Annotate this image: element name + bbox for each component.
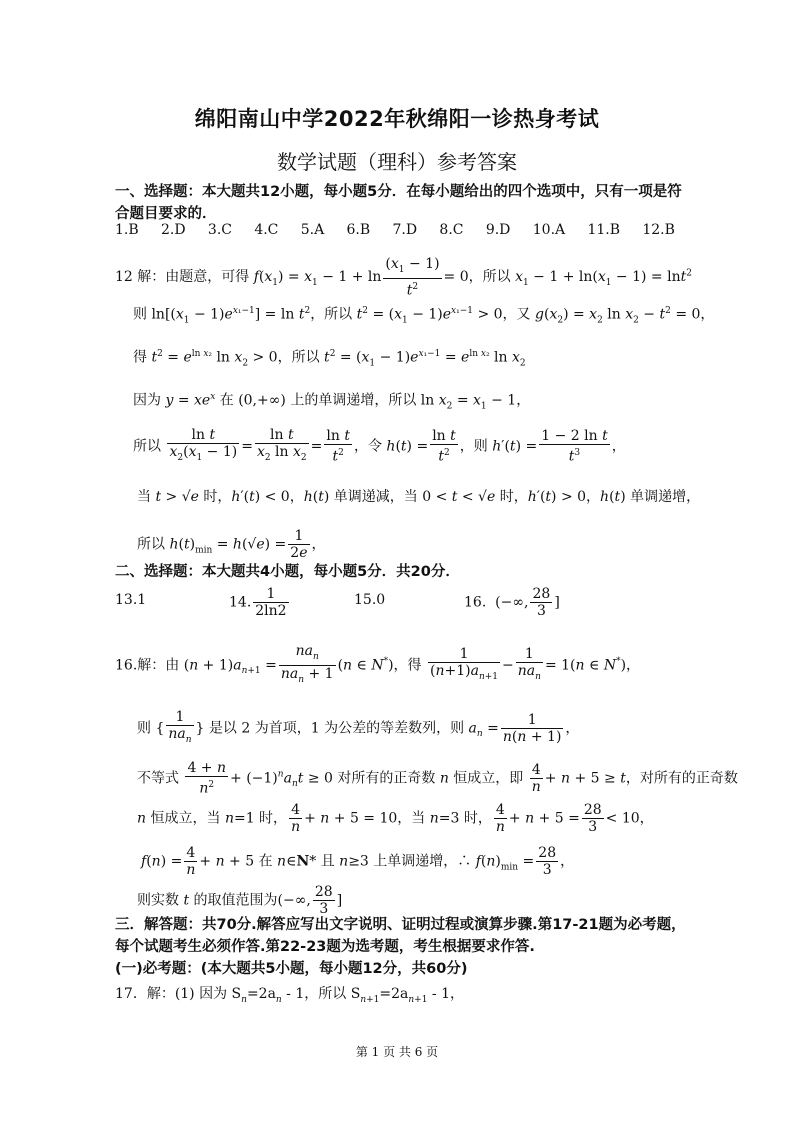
page-subtitle: 数学试题（理科）参考答案: [277, 150, 517, 174]
section1-heading: 一、选择题：本大题共12小题，每小题5分．在每小题给出的四个选项中，只有一项是符 合题目要求的．: [115, 184, 682, 222]
q16-line6: 则实数 t 的取值范围为(−∞, $\frac{28}{3}$ ]: [137, 884, 343, 917]
q12-line1: 12 解：由题意，可得 $f(x_1) = x_1 - 1 + \ln$ $\frac{(x_1 - 1)}{t^2}$ = 0，所以 $x_1 - 1 + \ln(x_1 - 1) = \ln t^2$: [115, 256, 692, 299]
answer-2: 2.D: [160, 222, 186, 238]
answer-4: 4.C: [254, 222, 279, 238]
answer-8: 8.C: [439, 222, 464, 238]
answer-14: 14. $\frac{1}{2\ln 2}$: [229, 586, 287, 619]
answer-3: 3.C: [207, 222, 232, 238]
answer-10: 10.A: [532, 222, 566, 238]
answer-16: 16. (−∞, $\frac{28}{3}$ ]: [464, 586, 560, 619]
answer-13: 13.1: [115, 592, 147, 608]
q12-line5: 所以 $\frac{\text{ln t}}{x_2(x_1 - 1)}$ = $\frac{\text{ln t}}{x_2 \ln x_2}$ = $\frac{\text{ln t}}{t^2}$ ，令 h(t) = $\frac{\text{ln t}}{t^2}$ ，则 h′(t) = $\frac{\text{1 − 2 ln t}}{t^3}$ ，: [133, 427, 626, 465]
page-footer: 第 1 页 共 6 页: [355, 1045, 439, 1059]
q12-line4: 因为 $y = xe^x$ 在 (0,+∞) 上的单调递增，所以 $\ln x_2 = x_1 - 1$，: [133, 392, 531, 412]
q17-line1: 17．解：(1) 因为 $S_n=2a_n - 1$，所以 $S_{n+1}=2a_{n+1} - 1$，: [115, 986, 464, 1005]
q16-line5: f(n) = $\frac{4}{n}$ + n + 5 在 n∈N* 且 n≥3 上单调递增，∴ $f(n)_{min}$ = $\frac{28}{3}$ ，: [141, 845, 575, 878]
q12-line7: 所以 $h(t)_{min} = h(√e)$ = $\frac{1}{2e}$ ，: [137, 528, 326, 561]
q12-line2: 则 $\ln[(x_1 - 1)e^{x_1-1}] = \ln t^2$，所以 $t^2 = (x_1 - 1)e^{x_1-1} > 0$，又 $g(x_2) = x_2$ $\ln x_2 - t^2 = 0$，: [133, 306, 715, 326]
answer-15: 15.0: [354, 592, 386, 608]
q16-line3: 不等式 $\frac{4 + n}{n^2}$ + $(-1)^na_nt \ge 0$ 对所有的正奇数 n 恒成立，即 $\frac{4}{n}$ + n + 5 ≥ t，对所有的正奇数: [137, 760, 738, 797]
section2-heading: 二、选择题：本大题共4小题，每小题5分．共20分．: [115, 564, 460, 580]
answer-1: 1.B: [115, 222, 139, 238]
q16-line1: 16.解：由 $(n + 1)a_{n+1}$ = $na_n$ $na_n + 1$ (n ∈ N*)，得 $\frac{1}{(n+1)a_{n+1}}$ − 1 $na_n$ = 1(n ∈ N*)，: [115, 643, 641, 685]
answer-11: 11.B: [587, 222, 621, 238]
answer-6: 6.B: [346, 222, 371, 238]
answer-7: 7.D: [392, 222, 418, 238]
section3-heading: 三．解答题：共70分.解答应写出文字说明、证明过程或演算步骤.第17-21题为必考题， 每个试题考生必须作答.第22-23题为选考题，考生根据要求作答. (一)必考题：(本大题共5小题，每小题12分，共60分): [115, 917, 686, 977]
q16-line2: 则 { 1 $na_n$ } 是以 2 为首项，1 为公差的等差数列，则 $a_n$ = $\frac{1}{n(n + 1)}$ ，: [137, 709, 580, 745]
answer-9: 9.D: [485, 222, 511, 238]
q12-line3: 得 $t^2 = e^{ln x_2}$ $\ln x_2 > 0$，所以 $t^2 = (x_1 - 1)e^{x_1-1} = e^{ln x_2}$ $\ln x_2$: [133, 349, 526, 369]
q12-line6: 当 t > √e 时，h′(t) < 0，h(t) 单调递减，当 0 < t < √e 时，h′(t) > 0，h(t) 单调递增，: [137, 489, 701, 505]
section1-answer-row: [115, 222, 675, 238]
answer-5: 5.A: [300, 222, 325, 238]
q16-line4: n 恒成立，当 n=1 时， $\frac{4}{n}$ + n + 5 = 10，当 n=3 时， $\frac{4}{n}$ + n + 5 = $\frac{28}{3}$ < 10，: [137, 802, 654, 835]
answer-12: 12.B: [642, 222, 675, 238]
page-title: 绵阳南山中学2022年秋绵阳一诊热身考试: [194, 107, 600, 131]
